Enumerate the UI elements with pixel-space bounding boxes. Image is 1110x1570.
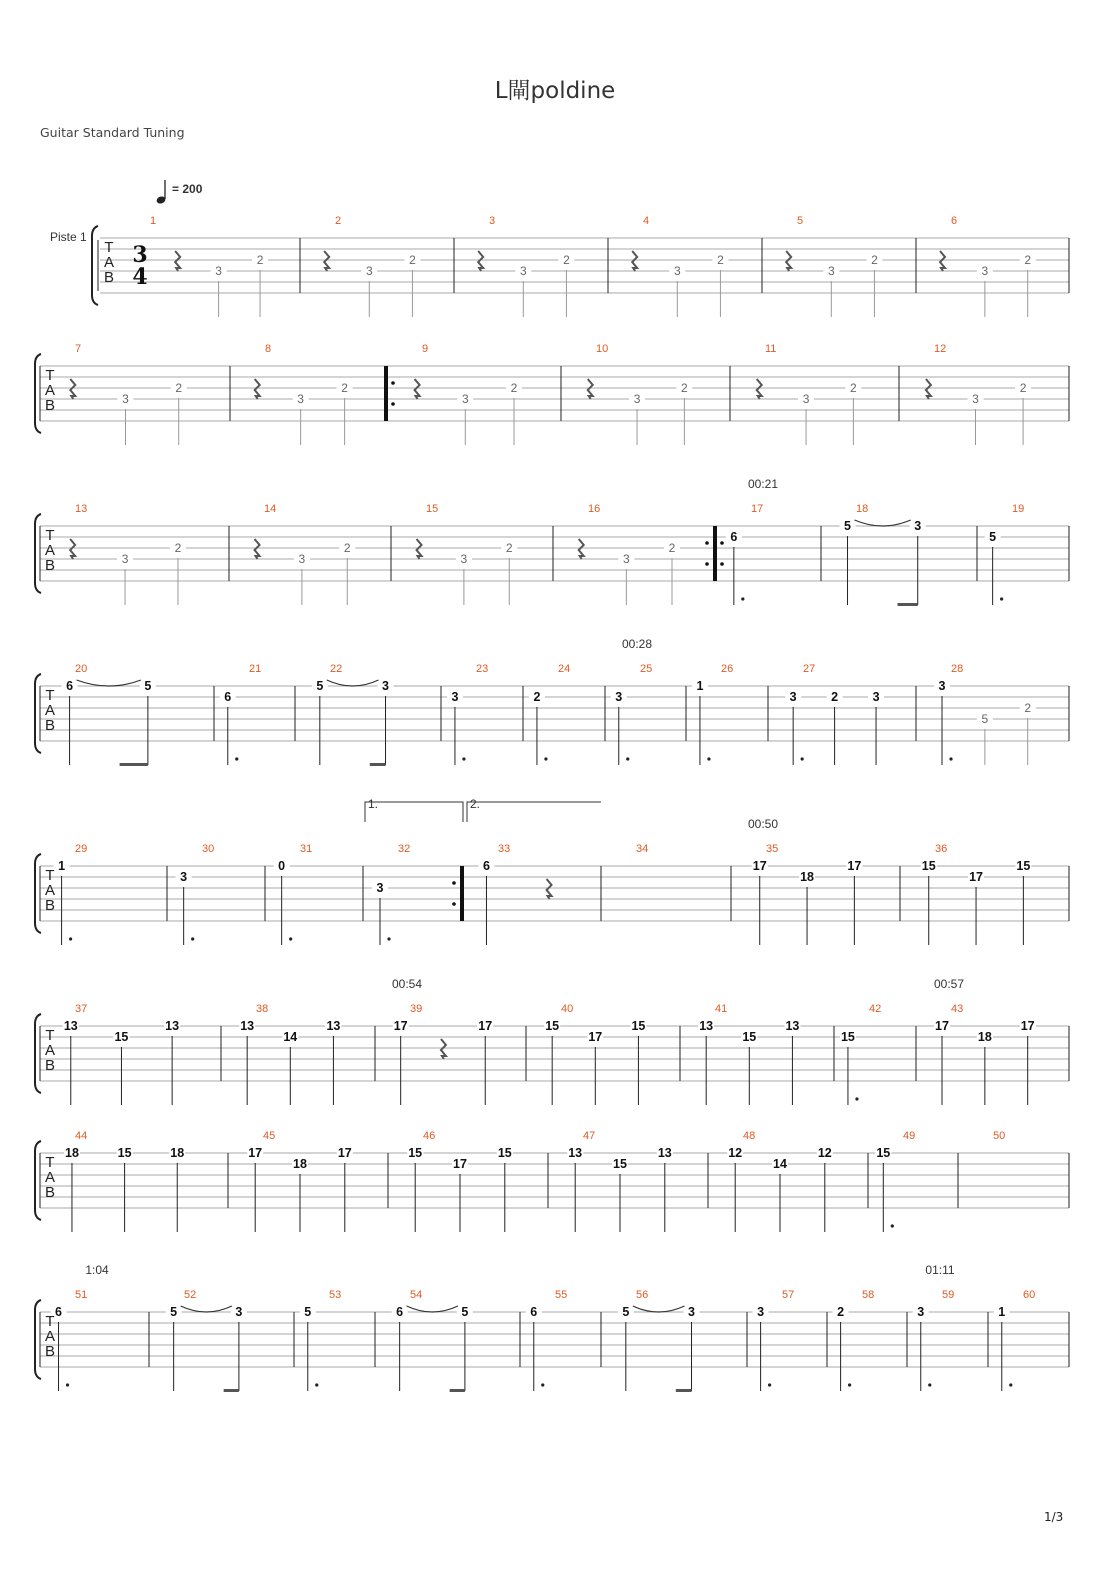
fret-number: 13 [568,1146,583,1160]
fret-number: 3 [122,392,129,406]
fret-number: 15 [876,1146,891,1160]
tab-clef-letter: T [45,1027,55,1044]
fret-number: 2 [175,381,183,395]
fret-number: 18 [65,1146,79,1160]
tab-clef-letter: A [44,542,56,559]
fret-number: 17 [588,1030,603,1044]
tab-clef-letter: B [44,1184,56,1201]
tab-clef-letter: T [104,239,114,256]
duration-dot [801,757,804,760]
fret-number: 2 [871,253,878,267]
fret-number: 17 [1020,1019,1035,1033]
fret-number: 5 [144,679,152,693]
fret-number: 2 [505,541,513,555]
measure-number: 23 [476,663,489,675]
fret-number: 15 [613,1157,627,1171]
fret-number: 6 [55,1305,63,1319]
fret-number: 6 [396,1305,404,1319]
measure-number: 45 [263,1130,276,1142]
fret-number: 17 [478,1019,493,1033]
tab-clef-letter: T [45,367,55,384]
tie-arc [327,680,379,686]
fret-number: 3 [451,690,459,704]
repeat-dot [452,902,456,906]
tie-arc [407,1306,458,1312]
duration-dot [741,597,744,600]
fret-number: 3 [757,1305,765,1319]
fret-number: 18 [977,1030,992,1044]
fret-number: 15 [742,1030,757,1044]
measure-number: 31 [300,843,313,855]
fret-number: 2 [668,541,676,555]
fret-number: 12 [817,1146,832,1160]
fret-number: 3 [917,1305,925,1319]
staff-system [35,674,1069,766]
measure-number: 32 [398,843,411,855]
duration-dot [315,1383,318,1386]
staff-system [92,226,1069,317]
fret-number: 13 [657,1146,672,1160]
tab-clef-letter: A [103,254,115,271]
quarter-rest-icon [441,1039,446,1059]
measure-number: 39 [410,1003,423,1015]
fret-number: 3 [376,881,384,895]
fret-number: 3 [972,392,979,406]
fret-number: 15 [1016,859,1031,873]
measure-number: 52 [184,1289,197,1301]
tab-clef-letter: A [44,1169,56,1186]
beam [120,763,148,766]
fret-number: 3 [461,392,469,406]
duration-dot [928,1383,931,1386]
fret-number: 2 [850,381,857,395]
measure-number: 4 [643,215,650,227]
fret-number: 3 [615,690,623,704]
duration-dot [462,757,465,760]
measure-number: 6 [951,215,958,227]
tab-clef-letter: A [44,882,56,899]
tab-clef-letter: B [44,557,56,574]
fret-number: 15 [117,1146,132,1160]
fret-number: 3 [460,552,468,566]
fret-number: 5 [316,679,324,693]
duration-dot [387,937,390,940]
time-signature-denominator: 4 [132,264,148,290]
duration-dot [848,1383,851,1386]
fret-number: 3 [215,264,222,278]
fret-number: 5 [844,519,851,533]
measure-number: 43 [951,1003,964,1015]
tab-clef-letter: T [45,687,55,704]
tab-clef-letter: T [45,1313,55,1330]
fret-number: 17 [393,1019,408,1033]
measure-number: 18 [856,503,869,515]
duration-dot [66,1383,69,1386]
duration-dot [1009,1383,1012,1386]
fret-number: 5 [981,712,989,726]
fret-number: 1 [696,679,704,693]
fret-number: 5 [170,1305,178,1319]
beam [450,1389,465,1392]
beam [676,1389,692,1392]
fret-number: 18 [293,1157,307,1171]
measure-number: 12 [934,343,947,355]
volta-label-1: 1. [368,797,379,811]
fret-number: 2 [174,541,182,555]
measure-number: 3 [489,215,496,227]
duration-dot [69,937,72,940]
volta-label-2: 2. [470,797,481,811]
fret-number: 2 [409,253,416,267]
fret-number: 5 [304,1305,312,1319]
song-title: L閘poldine [494,78,616,104]
tab-clef-letter: A [44,1328,56,1345]
quarter-rest-icon [547,879,552,899]
duration-dot [949,757,952,760]
duration-dot [235,757,238,760]
fret-number: 3 [298,552,306,566]
tab-clef-letter: B [44,897,56,914]
repeat-dot [720,562,724,566]
fret-number: 17 [752,859,767,873]
fret-number: 5 [622,1305,630,1319]
fret-number: 6 [224,690,232,704]
fret-number: 13 [63,1019,78,1033]
fret-number: 3 [673,264,681,278]
tab-clef-letter: A [44,702,56,719]
measure-number: 11 [765,343,777,355]
tuning-label: Guitar Standard Tuning [40,125,185,140]
measure-number: 59 [942,1289,955,1301]
measure-number: 34 [636,843,649,855]
duration-dot [855,1097,858,1100]
beam [898,603,918,606]
time-label: 00:21 [747,477,779,491]
quarter-rest-icon [324,251,329,271]
fret-number: 17 [969,870,984,884]
fret-number: 3 [235,1305,243,1319]
measure-number: 29 [75,843,88,855]
beam [224,1389,239,1392]
fret-number: 2 [510,381,518,395]
tie-arc [77,680,141,686]
quarter-rest-icon [255,539,260,559]
fret-number: 2 [1024,701,1032,715]
fret-number: 15 [497,1146,512,1160]
measure-number: 20 [75,663,88,675]
quarter-rest-icon [70,379,75,399]
fret-number: 2 [1024,253,1032,267]
time-signature-numerator: 3 [132,242,148,268]
fret-number: 17 [453,1157,467,1171]
fret-number: 15 [840,1030,855,1044]
measure-number: 30 [202,843,215,855]
time-label: 00:50 [747,817,779,831]
measure-number: 8 [265,343,272,355]
quarter-rest-icon [632,251,637,271]
fret-number: 17 [248,1146,263,1160]
repeat-dot [391,402,395,406]
fret-number: 3 [802,392,810,406]
quarter-rest-icon [175,251,180,271]
measure-number: 15 [426,503,439,515]
fret-number: 3 [180,870,188,884]
quarter-rest-icon [588,379,593,399]
measure-number: 9 [422,343,429,355]
measure-number: 37 [75,1003,88,1015]
duration-dot [1000,597,1003,600]
measure-number: 24 [558,663,571,675]
measure-number: 14 [264,503,277,515]
measure-number: 21 [249,663,262,675]
fret-number: 6 [482,859,490,873]
quarter-rest-icon [417,539,422,559]
fret-number: 18 [800,870,815,884]
tab-clef-letter: T [45,527,55,544]
fret-number: 3 [981,264,989,278]
fret-number: 0 [278,859,286,873]
measure-number: 41 [715,1003,728,1015]
page-number: 1/3 [1044,1510,1064,1524]
fret-number: 2 [563,253,570,267]
measure-number: 17 [751,503,764,515]
fret-number: 2 [341,381,348,395]
repeat-dot [705,562,709,566]
duration-dot [289,937,292,940]
fret-number: 5 [989,530,997,544]
fret-number: 12 [728,1146,743,1160]
duration-dot [191,937,194,940]
fret-number: 3 [872,690,880,704]
measure-number: 22 [330,663,343,675]
duration-dot [707,757,710,760]
measure-number: 38 [256,1003,269,1015]
fret-number: 13 [165,1019,180,1033]
fret-number: 3 [121,552,129,566]
fret-number: 2 [1019,381,1027,395]
staff-system [35,854,1069,945]
fret-number: 6 [530,1305,538,1319]
measure-number: 5 [797,215,804,227]
measure-number: 44 [75,1130,88,1142]
fret-number: 15 [408,1146,423,1160]
fret-number: 3 [633,392,641,406]
measure-number: 49 [903,1130,916,1142]
fret-number: 14 [773,1157,787,1171]
quarter-rest-icon [478,251,483,271]
tab-clef-letter: A [44,382,56,399]
fret-number: 2 [533,690,541,704]
tab-clef-letter: B [44,1057,56,1074]
fret-number: 13 [699,1019,714,1033]
volta-bracket-1 [365,802,463,822]
measure-number: 1 [150,215,157,227]
measure-number: 2 [335,215,342,227]
system-bracket [92,226,98,305]
tie-arc [633,1306,685,1312]
quarter-rest-icon [926,379,931,399]
quarter-rest-icon [255,379,260,399]
measure-number: 54 [410,1289,423,1301]
measure-number: 48 [743,1130,756,1142]
fret-number: 2 [831,690,839,704]
tab-clef-letter: B [44,1343,56,1360]
measure-number: 57 [782,1289,795,1301]
beam [370,763,386,766]
fret-number: 15 [921,859,936,873]
tab-clef-letter: T [45,867,55,884]
fret-number: 14 [283,1030,298,1044]
quarter-rest-icon [757,379,762,399]
repeat-dot [452,881,456,885]
tie-arc [855,520,911,526]
measure-number: 36 [935,843,948,855]
duration-dot [891,1224,894,1227]
repeat-thick-bar [713,526,717,581]
measure-number: 19 [1012,503,1025,515]
tab-clef-letter: B [44,717,56,734]
fret-number: 3 [623,552,630,566]
fret-number: 13 [240,1019,255,1033]
fret-number: 6 [66,679,74,693]
measure-number: 58 [862,1289,875,1301]
track-label: Piste 1 [50,230,87,244]
tempo-quarter-note-icon [156,180,167,205]
measure-number: 50 [993,1130,1006,1142]
time-label: 1:04 [85,1263,109,1277]
fret-number: 3 [789,690,797,704]
fret-number: 3 [297,392,304,406]
fret-number: 2 [343,541,351,555]
repeat-dot [720,541,724,545]
measure-number: 55 [555,1289,568,1301]
fret-number: 3 [519,264,527,278]
measure-number: 46 [423,1130,436,1142]
fret-number: 1 [998,1305,1006,1319]
fret-number: 3 [688,1305,695,1319]
fret-number: 15 [545,1019,560,1033]
fret-number: 17 [935,1019,949,1033]
time-label: 01:11 [925,1263,955,1277]
fret-number: 2 [256,253,264,267]
fret-number: 6 [730,530,738,544]
repeat-dot [705,541,709,545]
quarter-rest-icon [415,379,420,399]
measure-number: 7 [75,343,82,355]
fret-number: 3 [382,679,389,693]
measure-number: 16 [588,503,601,515]
measure-number: 13 [75,503,88,515]
measure-number: 10 [596,343,609,355]
quarter-rest-icon [70,539,75,559]
quarter-rest-icon [786,251,791,271]
time-label: 00:28 [621,637,653,651]
fret-number: 17 [337,1146,352,1160]
measure-number: 47 [583,1130,596,1142]
repeat-dot [391,381,395,385]
fret-number: 13 [785,1019,800,1033]
measure-number: 28 [951,663,964,675]
measure-number: 53 [329,1289,342,1301]
fret-number: 3 [365,264,373,278]
tab-clef-letter: B [103,269,115,286]
time-label: 00:54 [391,977,423,991]
fret-number: 2 [837,1305,845,1319]
duration-dot [768,1383,771,1386]
measure-number: 25 [640,663,653,675]
measure-number: 42 [869,1003,882,1015]
quarter-rest-icon [579,539,584,559]
measure-number: 40 [561,1003,574,1015]
duration-dot [541,1383,544,1386]
measure-number: 56 [636,1289,649,1301]
quarter-rest-icon [940,251,945,271]
tab-clef-letter: A [44,1042,56,1059]
staff-system [35,354,1069,445]
measure-number: 26 [721,663,734,675]
fret-number: 3 [827,264,835,278]
fret-number: 2 [717,253,724,267]
repeat-thick-bar [460,866,464,921]
fret-number: 17 [847,859,862,873]
fret-number: 1 [58,859,66,873]
fret-number: 18 [170,1146,185,1160]
fret-number: 2 [681,381,688,395]
fret-number: 3 [938,679,946,693]
tab-clef-letter: B [44,397,56,414]
measure-number: 27 [803,663,816,675]
fret-number: 15 [631,1019,646,1033]
measure-number: 60 [1023,1289,1036,1301]
duration-dot [626,757,629,760]
repeat-thick-bar [384,366,388,421]
measure-number: 51 [75,1289,88,1301]
tempo-label: = 200 [172,182,203,196]
fret-number: 13 [326,1019,341,1033]
tab-clef-letter: T [45,1154,55,1171]
fret-number: 15 [114,1030,129,1044]
fret-number: 3 [914,519,922,533]
fret-number: 5 [461,1305,469,1319]
volta-bracket-2 [467,802,601,822]
tie-arc [181,1306,232,1312]
staff-system [35,1141,1069,1232]
duration-dot [544,757,547,760]
measure-number: 35 [766,843,779,855]
time-label: 00:57 [933,977,965,991]
measure-number: 33 [498,843,511,855]
staff-system [35,1300,1069,1392]
